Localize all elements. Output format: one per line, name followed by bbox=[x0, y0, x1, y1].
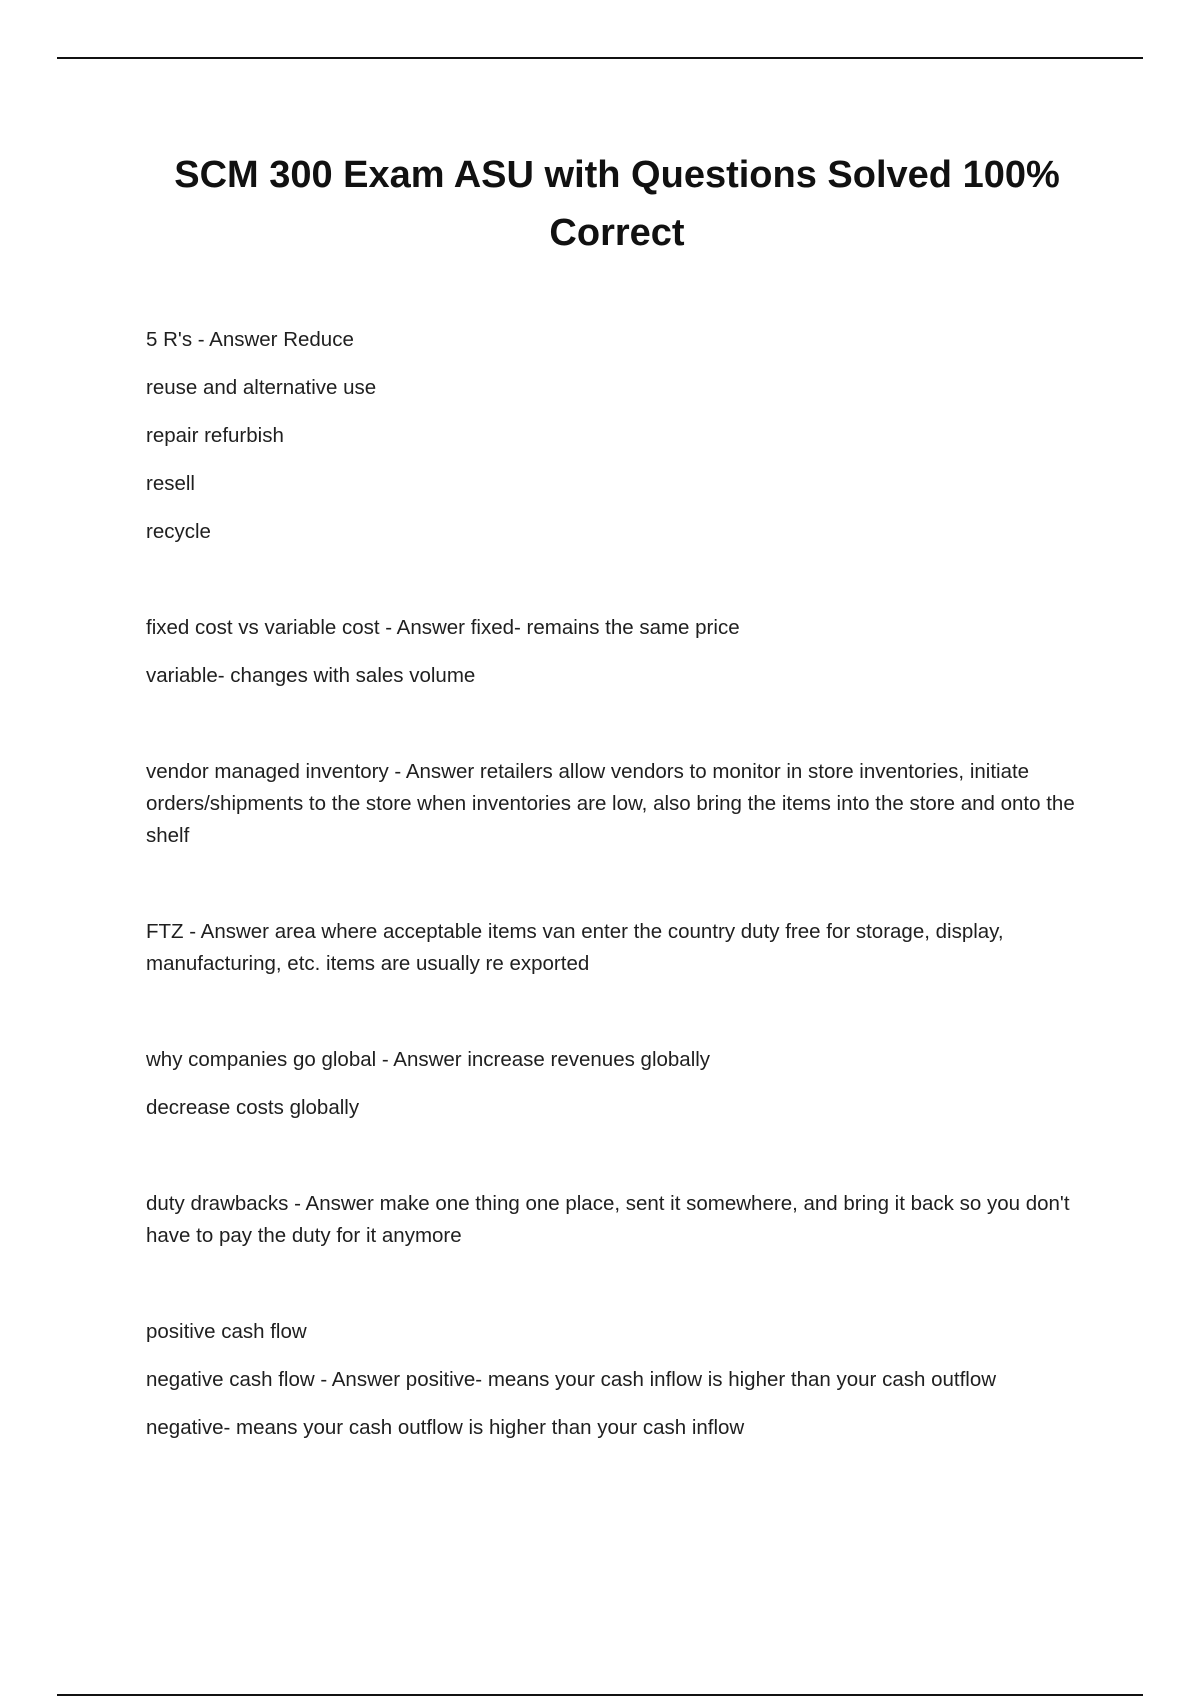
qa-entry-cash-flow bbox=[146, 1316, 1086, 1444]
qa-entry-five-rs bbox=[146, 324, 1086, 548]
entry-line: why companies go global - Answer increase revenues globally bbox=[146, 1048, 711, 1071]
qa-entry-fixed-variable-cost bbox=[146, 612, 1086, 692]
qa-entry-vendor-managed-inventory bbox=[146, 756, 1086, 852]
entry-paragraph: vendor managed inventory - Answer retailers allow vendors to monitor in store inventories, initiate orders/shipments to the store when inventories are low, also bring the items into the store and onto the shelf bbox=[146, 760, 1075, 847]
footer-rule bbox=[57, 1694, 1143, 1696]
entry-line: negative- means your cash outflow is higher than your cash inflow bbox=[146, 1416, 745, 1439]
entry-paragraph: FTZ - Answer area where acceptable items van enter the country duty free for storage, display, manufacturing, etc. items are usually re exported bbox=[146, 920, 1004, 975]
entry-line: recycle bbox=[146, 520, 211, 543]
document-title: SCM 300 Exam ASU with Questions Solved 100% Correct bbox=[174, 154, 1060, 254]
qa-entry-duty-drawbacks bbox=[146, 1188, 1086, 1252]
entry-line: variable- changes with sales volume bbox=[146, 664, 476, 687]
document-body bbox=[146, 324, 1086, 1508]
entry-line: fixed cost vs variable cost - Answer fixed- remains the same price bbox=[146, 616, 740, 639]
qa-entry-ftz bbox=[146, 916, 1086, 980]
entry-paragraph: duty drawbacks - Answer make one thing one place, sent it somewhere, and bring it back so you don't have to pay the duty for it anymore bbox=[146, 1192, 1070, 1247]
entry-line: decrease costs globally bbox=[146, 1096, 360, 1119]
qa-entry-go-global bbox=[146, 1044, 1086, 1124]
entry-line: 5 R's - Answer Reduce bbox=[146, 328, 354, 351]
header-rule bbox=[57, 57, 1143, 59]
entry-line: negative cash flow - Answer positive- means your cash inflow is higher than your cash outflow bbox=[146, 1368, 997, 1391]
entry-line: reuse and alternative use bbox=[146, 376, 377, 399]
entry-line: repair refurbish bbox=[146, 424, 284, 447]
entry-line: resell bbox=[146, 472, 195, 495]
entry-line: positive cash flow bbox=[146, 1320, 307, 1343]
